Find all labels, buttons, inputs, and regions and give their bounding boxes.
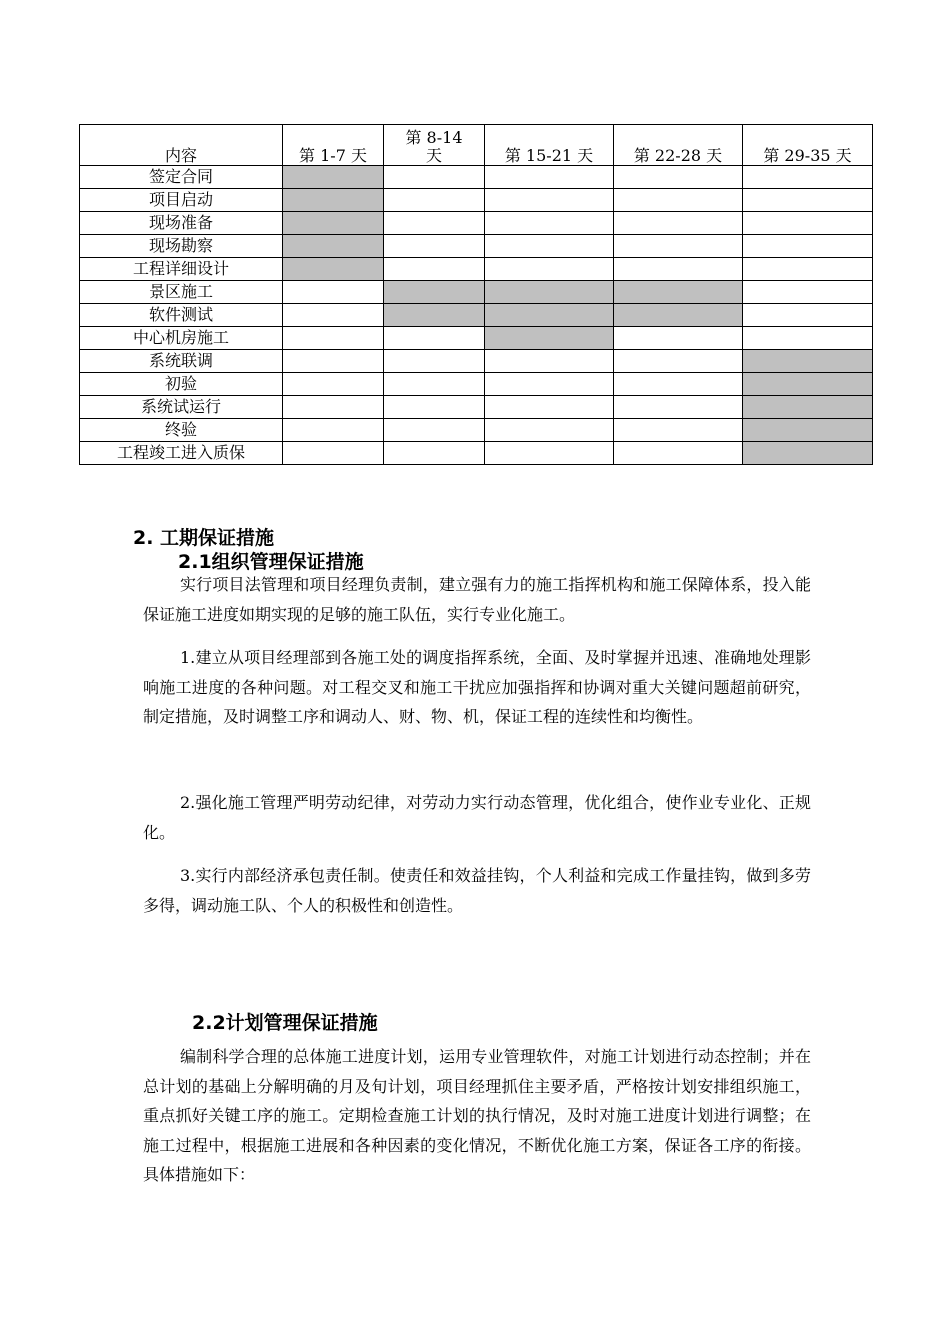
schedule-row <box>80 281 873 304</box>
schedule-cell <box>614 396 743 419</box>
schedule-cell <box>485 166 614 189</box>
schedule-cell <box>384 258 485 281</box>
schedule-cell <box>743 281 873 304</box>
schedule-cell-active <box>283 235 384 258</box>
schedule-row <box>80 396 873 419</box>
schedule-cell <box>614 350 743 373</box>
schedule-cell-active <box>283 189 384 212</box>
schedule-cell <box>614 258 743 281</box>
schedule-row <box>80 419 873 442</box>
schedule-cell <box>283 350 384 373</box>
s21-paragraph-2: 1.建立从项目经理部到各施工处的调度指挥系统，全面、及时掌握并迅速、准确地处理影响施工进度的各种问题。对工程交叉和施工干扰应加强指挥和协调对重大关键问题超前研究，制定措施，及时调整工序和调动人、财、物、机，保证工程的连续性和均衡性。 <box>143 648 811 726</box>
schedule-cell-active <box>743 419 873 442</box>
schedule-cell-active <box>743 442 873 465</box>
schedule-cell <box>614 373 743 396</box>
schedule-cell <box>384 166 485 189</box>
schedule-cell <box>485 212 614 235</box>
task-name: 工程竣工进入质保 <box>80 442 283 465</box>
schedule-cell-active <box>283 166 384 189</box>
schedule-cell <box>614 235 743 258</box>
section-2-title: 2. 工期保证措施 <box>133 527 275 549</box>
schedule-cell <box>485 373 614 396</box>
schedule-row <box>80 373 873 396</box>
schedule-cell <box>283 281 384 304</box>
task-name: 系统试运行 <box>80 396 283 419</box>
task-name: 软件测试 <box>80 304 283 327</box>
schedule-cell <box>743 235 873 258</box>
section-2-2-title: 2.2计划管理保证措施 <box>192 1012 378 1034</box>
schedule-cell <box>614 327 743 350</box>
schedule-cell <box>485 396 614 419</box>
schedule-row <box>80 442 873 465</box>
schedule-cell-active <box>384 281 485 304</box>
schedule-cell <box>485 189 614 212</box>
header-day-29-35: 第 29-35 天 <box>743 125 873 166</box>
schedule-cell-active <box>485 327 614 350</box>
task-name: 现场勘察 <box>80 235 283 258</box>
schedule-cell <box>384 189 485 212</box>
task-name: 系统联调 <box>80 350 283 373</box>
header-day-8-14: 第 8-14 天 <box>384 125 485 166</box>
schedule-cell <box>743 304 873 327</box>
schedule-cell <box>614 212 743 235</box>
schedule-cell <box>283 327 384 350</box>
task-name: 终验 <box>80 419 283 442</box>
s21-paragraph-1: 实行项目法管理和项目经理负责制，建立强有力的施工指挥机构和施工保障体系，投入能保证施工进度如期实现的足够的施工队伍，实行专业化施工。 <box>143 575 811 624</box>
section-2-1-title: 2.1组织管理保证措施 <box>178 551 364 573</box>
schedule-cell <box>743 258 873 281</box>
schedule-cell <box>614 419 743 442</box>
header-content: 内容 <box>80 125 283 166</box>
schedule-cell-active <box>614 304 743 327</box>
schedule-cell-active <box>384 304 485 327</box>
schedule-cell <box>384 442 485 465</box>
schedule-header-row <box>80 125 873 166</box>
s21-paragraph-3: 2.强化施工管理严明劳动纪律，对劳动力实行动态管理，优化组合，使作业专业化、正规化。 <box>143 793 811 842</box>
schedule-row <box>80 235 873 258</box>
task-name: 景区施工 <box>80 281 283 304</box>
schedule-cell <box>384 327 485 350</box>
header-day-15-21: 第 15-21 天 <box>485 125 614 166</box>
schedule-cell <box>485 419 614 442</box>
schedule-cell <box>485 442 614 465</box>
schedule-row <box>80 350 873 373</box>
task-name: 中心机房施工 <box>80 327 283 350</box>
schedule-cell <box>485 258 614 281</box>
schedule-cell <box>283 442 384 465</box>
task-name: 初验 <box>80 373 283 396</box>
schedule-cell <box>283 373 384 396</box>
schedule-cell <box>743 212 873 235</box>
schedule-cell-active <box>614 281 743 304</box>
schedule-row <box>80 304 873 327</box>
schedule-cell-active <box>743 396 873 419</box>
schedule-table <box>79 124 873 465</box>
task-name: 项目启动 <box>80 189 283 212</box>
header-day-1-7: 第 1-7 天 <box>283 125 384 166</box>
schedule-cell <box>614 189 743 212</box>
schedule-cell-active <box>283 258 384 281</box>
schedule-cell <box>283 419 384 442</box>
schedule-cell <box>614 166 743 189</box>
schedule-cell <box>743 189 873 212</box>
schedule-cell-active <box>743 350 873 373</box>
task-name: 现场准备 <box>80 212 283 235</box>
schedule-cell <box>283 304 384 327</box>
schedule-row <box>80 327 873 350</box>
schedule-cell <box>384 235 485 258</box>
header-day-22-28: 第 22-28 天 <box>614 125 743 166</box>
schedule-cell <box>485 235 614 258</box>
schedule-cell <box>614 442 743 465</box>
s21-paragraph-4: 3.实行内部经济承包责任制。使责任和效益挂钩，个人利益和完成工作量挂钩，做到多劳多得，调动施工队、个人的积极性和创造性。 <box>143 866 811 915</box>
schedule-cell-active <box>743 373 873 396</box>
schedule-cell <box>283 396 384 419</box>
schedule-cell <box>743 166 873 189</box>
schedule-cell <box>384 419 485 442</box>
schedule-cell <box>384 373 485 396</box>
task-name: 工程详细设计 <box>80 258 283 281</box>
schedule-cell <box>485 350 614 373</box>
schedule-cell-active <box>485 304 614 327</box>
schedule-cell-active <box>485 281 614 304</box>
schedule-row <box>80 189 873 212</box>
schedule-row <box>80 258 873 281</box>
schedule-row <box>80 166 873 189</box>
schedule-cell-active <box>283 212 384 235</box>
schedule-row <box>80 212 873 235</box>
schedule-cell <box>384 350 485 373</box>
task-name: 签定合同 <box>80 166 283 189</box>
schedule-cell <box>743 327 873 350</box>
schedule-cell <box>384 396 485 419</box>
s22-paragraph: 编制科学合理的总体施工进度计划，运用专业管理软件，对施工计划进行动态控制；并在总计划的基础上分解明确的月及旬计划，项目经理抓住主要矛盾，严格按计划安排组织施工，重点抓好关键工序的施工。定期检查施工计划的执行情况，及时对施工进度计划进行调整；在施工过程中，根据施工进展和各种因素的变化情况，不断优化施工方案，保证各工序的衔接。具体措施如下： <box>143 1047 811 1184</box>
schedule-cell <box>384 212 485 235</box>
